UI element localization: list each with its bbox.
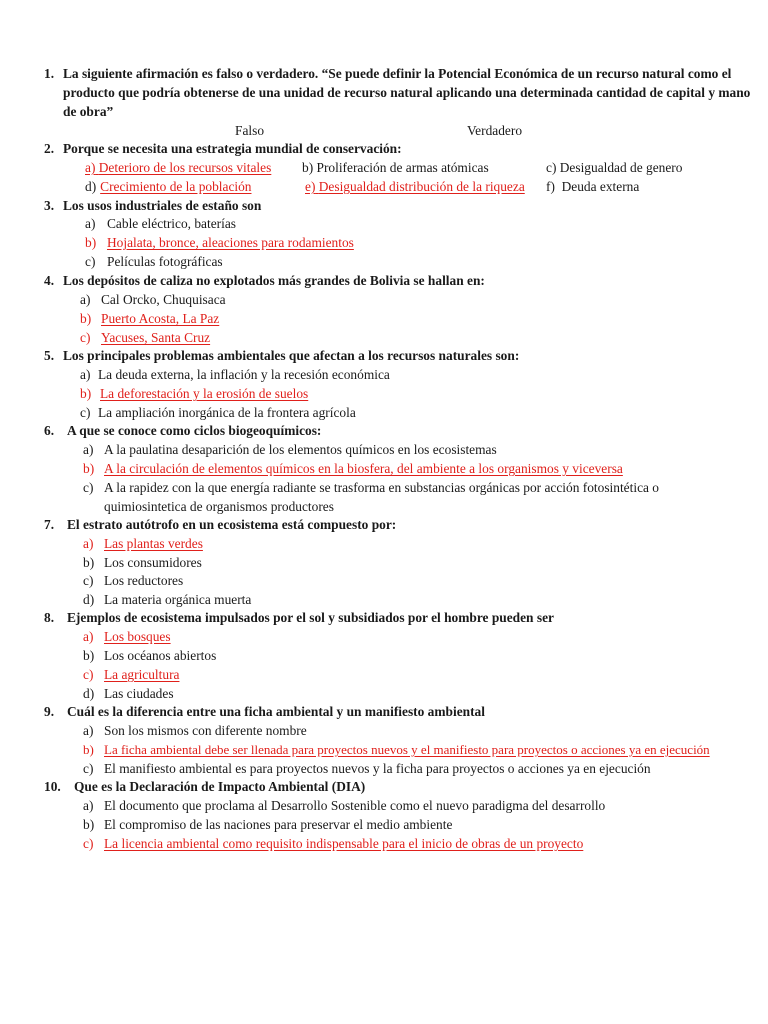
option-2b: b) Proliferación de armas atómicas <box>302 160 489 175</box>
question-text: Los depósitos de caliza no explotados más grandes de Bolivia se hallan en: <box>63 273 485 288</box>
question-number: 6. <box>44 423 55 438</box>
question-10 <box>44 777 756 796</box>
question-text: Porque se necesita una estrategia mundial de conservación: <box>63 141 402 156</box>
question-number: 2. <box>44 141 55 156</box>
question-number: 1. <box>44 66 55 81</box>
question-5 <box>44 346 756 365</box>
question-9 <box>44 702 756 721</box>
question-text: Que es la Declaración de Impacto Ambiental (DIA) <box>74 779 366 794</box>
option-falso: Falso <box>235 123 265 138</box>
question-text: A que se conoce como ciclos biogeoquímicos: <box>67 423 322 438</box>
option-2c: c) Desigualdad de genero <box>546 160 683 175</box>
question-3 <box>44 196 756 215</box>
question-4 <box>44 271 756 290</box>
question-number: 9. <box>44 704 55 719</box>
question-6 <box>44 421 756 440</box>
question-number: 4. <box>44 273 55 288</box>
question-number: 3. <box>44 198 55 213</box>
question-number: 7. <box>44 517 55 532</box>
question-text: Los principales problemas ambientales que afectan a los recursos naturales son: <box>63 348 520 363</box>
question-text: Cuál es la diferencia entre una ficha ambiental y un manifiesto ambiental <box>67 704 485 719</box>
question-number: 8. <box>44 610 55 625</box>
question-text: El estrato autótrofo en un ecosistema está compuesto por: <box>67 517 397 532</box>
question-8 <box>44 608 756 627</box>
option-2f: f) Deuda externa <box>546 179 640 194</box>
option-2d: d) Crecimiento de la población <box>85 179 252 194</box>
option-verdadero: Verdadero <box>467 123 523 138</box>
question-text: Ejemplos de ecosistema impulsados por el sol y subsidiados por el hombre pueden ser <box>67 610 554 625</box>
question-text: La siguiente afirmación es falso o verdadero. “Se puede definir la Potencial Económica de un recurso natural como el producto que podría obtenerse de una unidad de recurso natural aplicando una determinada cantidad de capital y mano de obra” <box>63 66 751 119</box>
question-text: Los usos industriales de estaño son <box>63 198 262 213</box>
question-number: 10. <box>44 779 61 794</box>
question-number: 5. <box>44 348 55 363</box>
question-2 <box>44 139 756 158</box>
question-7 <box>44 515 756 534</box>
option-6c-continued: quimiosintetica de organismos productores <box>104 499 334 514</box>
option-2a: a) Deterioro de los recursos vitales <box>85 160 272 175</box>
question-1 <box>44 64 756 121</box>
option-2e: e) Desigualdad distribución de la riqueza <box>305 179 525 194</box>
